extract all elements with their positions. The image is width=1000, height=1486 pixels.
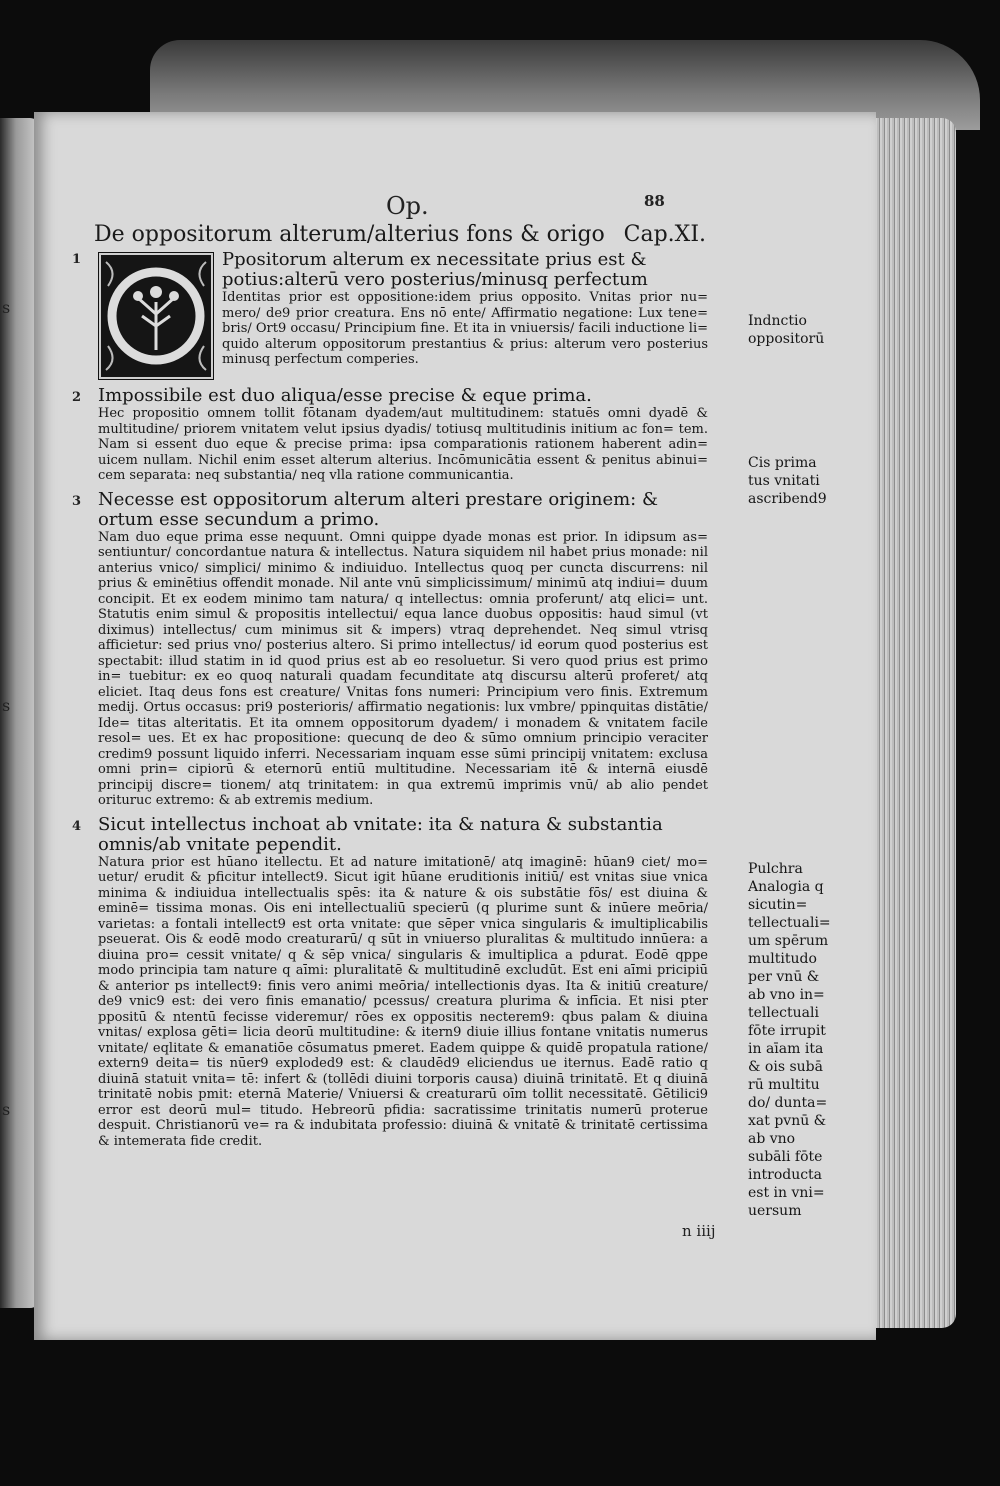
marginal-note: Cis prima tus vnitati ascribend9 [748, 455, 827, 507]
left-edge-mark: s [2, 1100, 11, 1119]
paragraph-number: 2 [72, 390, 82, 405]
left-edge-mark: s [2, 298, 11, 317]
folio-number: 88 [644, 192, 665, 210]
page-fore-edge [872, 118, 956, 1328]
chapter-title [94, 222, 706, 247]
paragraph-text: Natura prior est hūano itellectu. Et ad nature imitationē/ atq imaginē: hūan9 ciet/ mo= uetur/ erudit & pficitur intellect9. Sicut igit hūane eruditionis initiū/ est vnitas siue vnica minima & indiuidua intellectualis spēs: ita & nature & ois substātie fōs/ est diuina & eminē= tissima monas. Ois eni intellectualiū specierū (q plurime sunt & inūere meōria/ varietas: a fontali intellect9 est orta vnitate: que sēper vnica singularis & imultiplicabilis pseuerat. Ois & eodē modo creaturarū/ q sūt in vniuerso pluralitas & multitudo innūera: a diuina pro= cessit vnitate/ q & sēp vnica/ singularis & imultiplica a pdurat. Eodē qppe modo principia tam nature q aīmi: pluralitatē & multitudinē excludūt. Est eni aīmi pricipiū & anterior ps intellect9: finis vero animi meōria/ intellectionis dyas. Ita & initiū creature/ de9 vnic9 est: dei vero finis emanatio/ pcessus/ creatura plurima & infīcia. Et nisi pter ppositū & ntentū fecisse videremur/ rōes ex oppositis necterem9: qbus palam & diuina vnitas/ explosa gēti= licia deorū multitudine: & itern9 diuie illius fontane vnitatis numerus vnitate/ eqlitate & emanatiōe cōsumatus pmeret. Eadem quippe & quidē propatula ratione/ extern9 deita= tis nūer9 exploded9 est: & claudēd9 eliciendus ue iternus. Eadē ratio q diuinā statuit vnita= tē: infert & (tollēdi diuini torporis causa) diuinā trinitatē. Et q diuinā trinitatē nobis pmit: eternā Materie/ Vniuersi & creaturarū oīm tollit necessitatē. Gētilici9 error est deorū mul= titudo. Hebreorū pfidia: sacratissime trinitatis numerū proterue despuit. Christianorū ve= ra & indubitata professio: diuinā & vnitatē & trinitatē certissima & intemerata fide credit. [98, 854, 708, 1149]
paragraph-2 [72, 385, 708, 484]
paragraph-text: Hec propositio omnem tollit fōtanam dyadem/aut multitudinem: statuēs omni dyadē & multitudine/ priorem vnitatem velut ipsius dyadis/ totiusq multitudinis initium ac fon= tem. Nam si essent duo eque & precise prima: ipsa comparationis rationem haberent adin= uicem nullam. Nichil enim esset alterum alterius. Incōmunicātia essent & penitus abinui= cem separata: neq substantia/ neq vlla ratione communicantia. [98, 406, 708, 483]
proposition-text: Sicut intellectus inchoat ab vnitate: ita & natura & substantia omnis/ab vnitate pependit. [98, 813, 663, 855]
proposition-text: Necesse est oppositorum alterum alteri prestare originem: & ortum esse secundum a primo. [98, 488, 658, 530]
book-page [34, 112, 876, 1340]
paragraph-text: Identitas prior est oppositione:idem prius opposito. Vnitas prior nu= mero/ de9 prior creatura. Ens nō ente/ Affirmatio negatione: Lux tene= bris/ Ort9 occasu/ Principium fine. Et ita in vniuersis/ facili inductione li= quido alterum oppositorum prestantius & prius: alterum vero posterius minusq perfectum comperies. [222, 290, 708, 367]
chapter-title-text: De oppositorum alterum/alterius fons & origo [94, 222, 605, 247]
paragraph-number: 4 [72, 818, 82, 834]
paragraph-1 [72, 249, 708, 382]
main-text [72, 249, 708, 1149]
section-label: Op. [386, 192, 429, 220]
decorated-initial-icon [98, 252, 214, 380]
marginal-note: Indnctio oppositorū [748, 313, 825, 347]
signature-mark: n iiij [682, 1222, 716, 1240]
paragraph-number: 3 [72, 493, 82, 509]
chapter-number: Cap.XI. [623, 222, 706, 247]
proposition-text: Ppositorum alterum ex necessitate prius est & potius:alterū vero posterius/minusq perfectum [222, 249, 648, 290]
paragraph-4 [72, 813, 708, 1150]
paragraph-number: 1 [72, 252, 82, 267]
paragraph-3 [72, 488, 708, 809]
left-edge-mark: s [2, 696, 11, 715]
paragraph-text: Nam duo eque prima esse nequunt. Omni quippe dyade monas est prior. In idipsum as= sentiuntur/ concordantue natura & intellectus. Natura siquidem nil habet prius monade: nil anterius vnico/ simplici/ minimo & indiuiduo. Intellectus quoq per cuncta discurrens: nil prius & eminētius offendit monade. Nil ante vnū simplicissimum/ minimū atq indiui= duum concipit. Et ex eodem minimo tam natura/ q intellectus: omnia proferunt/ atq elici= unt. Statutis enim simul & propositis intellectui/ equa lance duobus oppositis: haud simul (vt diximus) intellectus/ cum minimus sit & impers) vtraq deprehendet. Neq simul vtrisq afficietur: sed prius vno/ posterius altero. Si primo intellectus/ id eorum quod posterius est spectabit: illud statim in id quod prius est ab eo resoluetur. Si vero quod prius est primo in= tuebitur: ex eo quoq naturali quadam fecunditate atq discursu alterū proferet/ atq eliciet. Itaq deus fons est creature/ Vnitas fons numeri: Principium vero finis. Extremum medij. Ortus occasus: pri9 posterioris/ affirmatio negationis: lux vmbre/ ppinquitas distātie/ Ide= titas alteritatis. Et ita omnem oppositorum dyadem/ i monadem & vnitatem facile resol= ues. Et ex hac propositione: quecunq de deo & sūmo omnium principio veraciter credim9 possunt liquido inferri. Necessariam inquam esse sūmi principij vnitatem: exclusa omni prin= cipiorū & eternorū entiū multitudine. Necessariam itē & internā eiusdē principij discre= tionem/ atq trinitatem: in qua extremū imprimis vnū/ ab alio pendet orituruc extremo: & ab extremis medium. [98, 529, 708, 808]
proposition-text: Impossibile est duo aliqua/esse precise & eque prima. [98, 385, 592, 406]
marginal-note: Pulchra Analogia q sicutin= tellectuali= um spērum multitudo per vnū & ab vno in= tellectuali fōte irrupit in aīam ita & ois subā rū multitu do/ dunta= xat pvnū & ab vno subāli fōte introducta est in vni= uersum [748, 861, 831, 1219]
